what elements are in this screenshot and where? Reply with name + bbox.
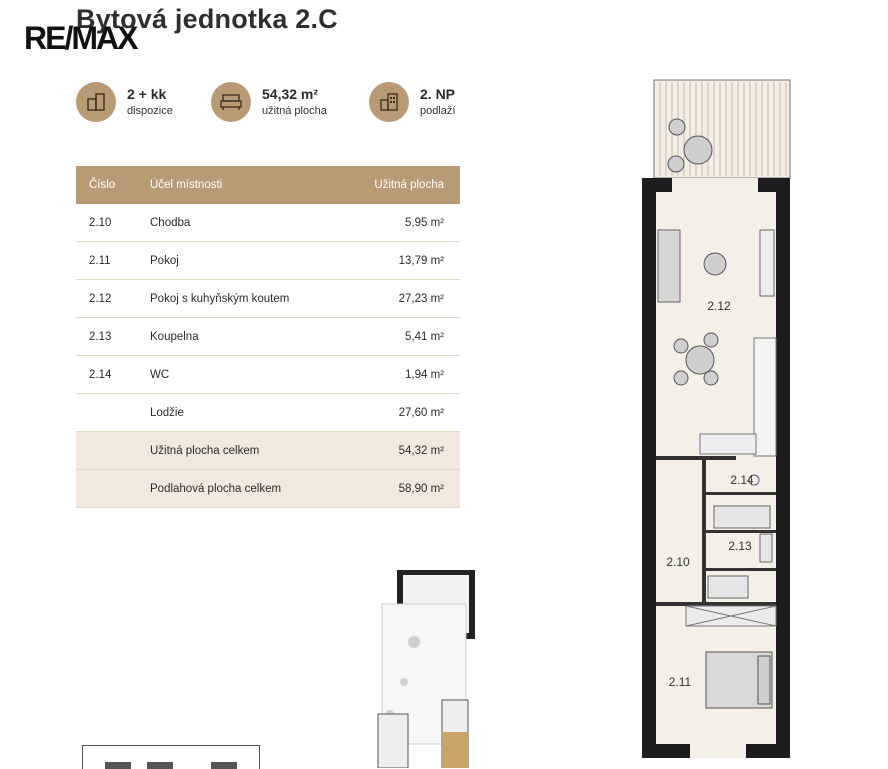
key-plan — [370, 570, 480, 768]
table-row — [76, 318, 460, 356]
total-row-usable — [76, 432, 460, 470]
room-number: 2.11 — [89, 254, 111, 267]
remax-logo — [24, 20, 136, 57]
stat-value: 2 + kk — [127, 85, 167, 102]
room-area: 5,95 m² — [405, 216, 444, 229]
building-icon — [369, 82, 409, 122]
room-name: Pokoj s kuhyňským koutem — [150, 292, 290, 305]
stat-value: 54,32 m² — [262, 85, 319, 102]
total-row-floor — [76, 470, 460, 508]
table-header — [76, 166, 460, 204]
stat-label: dispozice — [127, 104, 173, 117]
rooms-table — [76, 166, 460, 508]
room-name: Lodžie — [150, 406, 184, 419]
loggia — [654, 80, 790, 182]
total-label: Podlahová plocha celkem — [150, 482, 282, 495]
table-row — [76, 280, 460, 318]
room-area: 27,60 m² — [398, 406, 444, 419]
stat-value: 2. NP — [420, 85, 456, 102]
room-label-2-11: 2.11 — [668, 675, 692, 689]
table-row — [76, 356, 460, 394]
sofa-icon — [211, 82, 251, 122]
stat-disposition — [76, 82, 173, 122]
total-area: 58,90 m² — [398, 482, 444, 495]
room-name: Pokoj — [150, 254, 179, 267]
page-title: Bytová jednotka 2.C — [76, 4, 338, 34]
header-number: Číslo — [89, 179, 116, 191]
room-area: 13,79 m² — [398, 254, 444, 267]
logo-text: RE/MAX — [24, 20, 137, 56]
room-name: WC — [150, 368, 170, 381]
room-label-2-14: 2.14 — [730, 473, 754, 487]
room-name: Chodba — [150, 216, 191, 229]
table-row — [76, 394, 460, 432]
table-row — [76, 204, 460, 242]
stat-floor — [369, 82, 455, 122]
room-area: 5,41 m² — [405, 330, 444, 343]
room-label-2-13: 2.13 — [728, 539, 752, 553]
header-purpose: Účel místnosti — [150, 179, 223, 191]
layout-icon — [76, 82, 116, 122]
room-area: 1,94 m² — [405, 368, 444, 381]
total-area: 54,32 m² — [398, 444, 444, 457]
header-area: Užitná plocha — [374, 179, 444, 191]
bottom-strip — [82, 745, 260, 769]
room-label-2-12: 2.12 — [707, 299, 731, 313]
room-number: 2.13 — [89, 330, 112, 343]
total-label: Užitná plocha celkem — [150, 444, 260, 457]
room-number: 2.12 — [89, 292, 112, 305]
table-row — [76, 242, 460, 280]
room-number: 2.10 — [89, 216, 112, 229]
room-name: Koupelna — [150, 330, 199, 343]
stat-label: podlaží — [420, 104, 456, 117]
floor-plan — [630, 78, 800, 760]
room-number: 2.14 — [89, 368, 112, 381]
stat-label: užitná plocha — [262, 104, 327, 117]
room-label-2-10: 2.10 — [666, 555, 690, 569]
stat-area — [211, 82, 327, 122]
room-area: 27,23 m² — [398, 292, 444, 305]
